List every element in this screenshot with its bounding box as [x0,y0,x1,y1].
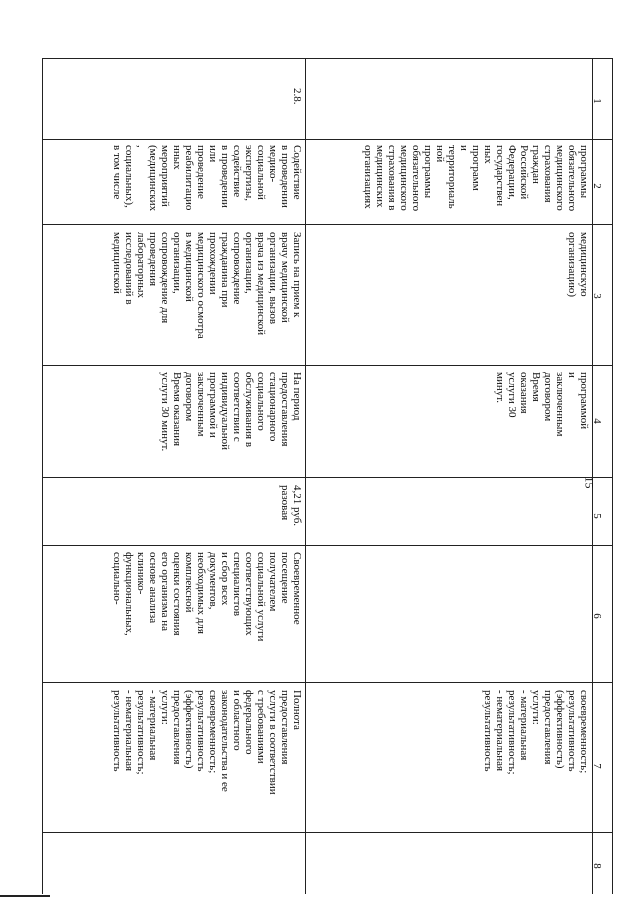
column-header: 8 [590,863,603,869]
column-header: 1 [590,98,603,104]
row2-col6: Своевременное посещение получателем социальной услуги соответствующих специалистов и сбор всех документов, необходимых для комплексной оценки состояния его организма на основе анализа клинико- функциональных, социально- [111,552,303,642]
column-header: 7 [590,763,603,769]
row2-col5: 4,21 руб. разовая [279,485,303,527]
column-header: 2 [590,183,603,189]
table-line [612,58,613,894]
table-line [42,477,612,478]
row2-col2: Содействие в проведении медико- социальной экспертизы, содействие в проведении или проведение реабилитацио нных мероприятий (медицинских , социальных), в том числе [111,145,303,212]
column-header: 6 [590,613,603,619]
table-line [42,224,612,225]
table-line [42,139,612,140]
table-line [42,365,612,366]
row1-col4: программой и заключенным договором Время оказания услуги 30 минут. [494,372,590,437]
column-header: 4 [590,418,603,424]
column-header: 5 [590,513,603,519]
table-line [42,58,43,894]
table-line [42,682,612,683]
table-line [42,545,612,546]
column-header: 3 [590,293,603,299]
page-number: 15 [582,476,597,489]
row1-col2: программы обязательного медицинского страхования граждан Российской Федерации, государствен ных программ и территориаль ной программы обязательного медицинского страхования в медицинских организациях [362,145,590,212]
scan-mark [0,895,50,897]
row2-col3: Запись на прием к врачу медицинской организации, вызов врача из медицинской организации, сопровождение гражданина при прохождении медицинского осмотра в медицинской организации, сопровождение для проведения лабораторных исследований в медицинской [111,232,303,339]
row2-col4: На период предоставления стационарного социального обслуживания в соответствии с индивидуальной программой и заключенным договором Время оказания услуги 30 минут. [159,372,303,452]
row2-col1: 2.8. [291,88,303,105]
row1-col3: медицинскую организацию) [566,232,590,298]
table-line [305,58,306,894]
table-line [42,58,612,59]
row2-col7: Полнота предоставления услуги в соответствии с требованиями федерального и областного законодательства и ее своевременность; результативность (эффективность) предоставления услуги: - материальная результативность; - нематериальная результативность [111,690,303,795]
table-line [42,832,612,833]
row1-col7: своевременность; результативность (эффективность) предоставления услуги: - материальная результативность; - нематериальная результативность [482,690,590,775]
